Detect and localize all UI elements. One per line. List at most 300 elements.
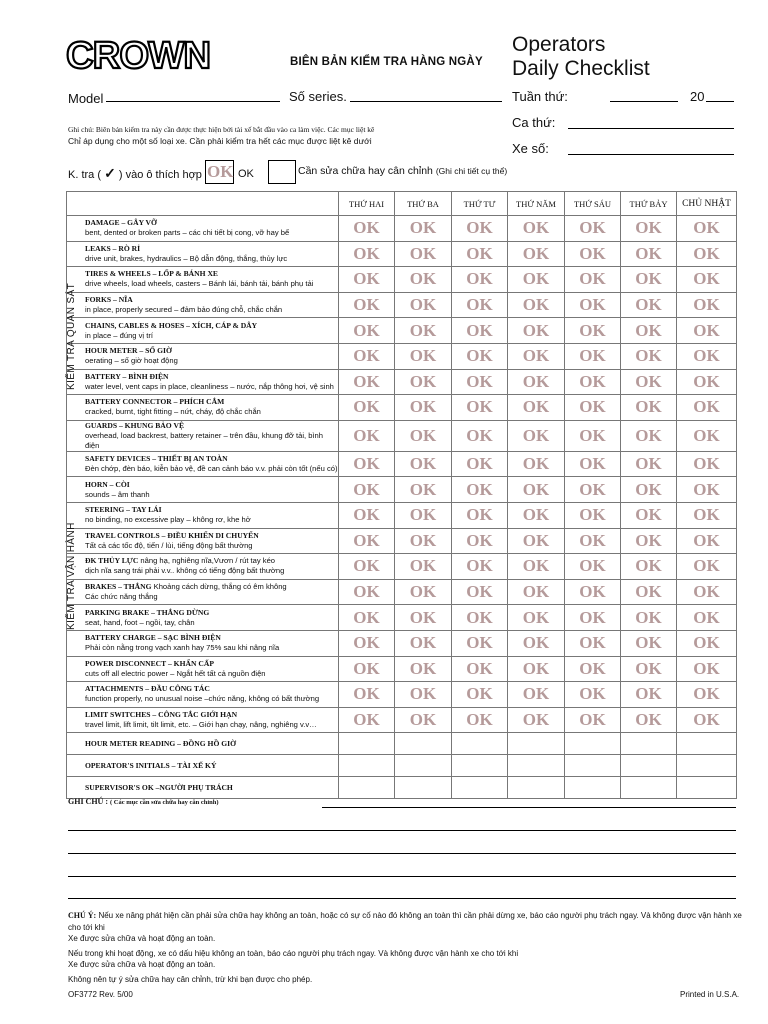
ok-checkbox-cell[interactable] — [621, 451, 677, 477]
ok-checkbox-cell[interactable] — [452, 369, 508, 395]
ok-checkbox-cell[interactable] — [395, 630, 452, 656]
ok-checkbox-cell[interactable] — [452, 656, 508, 682]
ok-checkbox-cell[interactable] — [621, 554, 677, 580]
ok-mark: OK — [466, 295, 493, 315]
ok-checkbox-cell[interactable] — [565, 554, 621, 580]
checklist-row — [67, 528, 737, 554]
item-cell — [67, 528, 339, 554]
model-field[interactable] — [106, 101, 280, 102]
ok-checkbox-cell[interactable] — [677, 554, 737, 580]
ok-checkbox-cell[interactable] — [339, 420, 395, 451]
ok-checkbox-cell[interactable] — [395, 502, 452, 528]
ok-checkbox-cell[interactable] — [452, 579, 508, 605]
signoff-input-cell[interactable] — [395, 733, 452, 755]
ok-checkbox-cell[interactable] — [621, 343, 677, 369]
year-field[interactable] — [706, 101, 734, 102]
ok-checkbox-cell[interactable] — [395, 420, 452, 451]
ok-checkbox-cell[interactable] — [508, 369, 565, 395]
remarks-line-4[interactable] — [68, 876, 736, 877]
ok-checkbox-cell[interactable] — [621, 420, 677, 451]
day-header: THỨ NĂM — [508, 192, 565, 216]
ok-checkbox-cell[interactable] — [677, 369, 737, 395]
vehicle-field[interactable] — [568, 154, 734, 155]
signoff-label: HOUR METER READING – ĐỒNG HỒ GIỜ — [85, 738, 237, 748]
en-title-line-1: Operators — [512, 33, 606, 56]
ok-mark: OK — [353, 295, 380, 315]
checklist-row — [67, 216, 737, 242]
ok-checkbox-cell[interactable] — [395, 554, 452, 580]
ok-mark: OK — [353, 633, 380, 653]
ok-checkbox-cell[interactable] — [395, 216, 452, 242]
item-subtitle: overhead, load backrest, battery retainer – trên đầu, khung đỡ tải, bình điện — [85, 430, 324, 450]
ok-checkbox-cell[interactable] — [508, 420, 565, 451]
caution-line-5: Không nên tự ý sửa chữa hay cân chỉnh, trừ khi bạn được cho phép. — [68, 974, 313, 984]
ok-checkbox-cell[interactable] — [508, 241, 565, 267]
remarks-line-3[interactable] — [68, 853, 736, 854]
checklist-row — [67, 343, 737, 369]
ok-mark: OK — [353, 269, 380, 289]
serial-label: Số series. — [289, 89, 347, 104]
ok-checkbox-cell[interactable] — [452, 241, 508, 267]
ok-mark: OK — [466, 218, 493, 238]
signoff-label: SUPERVISOR'S OK –NGƯỜI PHỤ TRÁCH — [85, 782, 233, 792]
ok-checkbox-cell[interactable] — [339, 395, 395, 421]
ok-checkbox-cell[interactable] — [621, 707, 677, 733]
item-title-text: SAFETY DEVICES – THIẾT BỊ AN TOÀN — [85, 454, 228, 464]
signoff-input-cell[interactable] — [339, 755, 395, 777]
ok-checkbox-cell[interactable] — [565, 605, 621, 631]
ok-checkbox-cell[interactable] — [395, 477, 452, 503]
ok-checkbox-cell[interactable] — [621, 477, 677, 503]
ok-checkbox-cell[interactable] — [452, 477, 508, 503]
ok-checkbox-cell[interactable] — [339, 707, 395, 733]
ok-mark: OK — [522, 709, 550, 729]
ok-mark: OK — [409, 295, 437, 315]
item-cell — [67, 682, 339, 708]
signoff-input-cell[interactable] — [508, 777, 565, 799]
ok-checkbox-cell[interactable] — [452, 605, 508, 631]
ok-checkbox-cell[interactable] — [508, 605, 565, 631]
ok-mark: OK — [466, 505, 493, 525]
ok-checkbox-cell[interactable] — [339, 502, 395, 528]
ok-mark: OK — [522, 658, 550, 678]
ok-mark: OK — [409, 425, 437, 445]
item-cell — [67, 656, 339, 682]
ok-mark: OK — [353, 320, 380, 340]
ok-checkbox-cell[interactable] — [677, 528, 737, 554]
item-title — [85, 244, 338, 254]
ok-checkbox-cell[interactable] — [565, 267, 621, 293]
caution-label: CHÚ Ý: — [68, 911, 97, 920]
signoff-input-cell[interactable] — [677, 755, 737, 777]
signoff-input-cell[interactable] — [621, 755, 677, 777]
ok-checkbox-cell[interactable] — [508, 502, 565, 528]
ok-checkbox-cell[interactable] — [621, 656, 677, 682]
ok-mark: OK — [693, 397, 720, 417]
signoff-input-cell[interactable] — [565, 777, 621, 799]
item-title-text: FORKS – NĨA — [85, 295, 133, 305]
ok-mark: OK — [409, 320, 437, 340]
ok-checkbox-cell[interactable] — [339, 682, 395, 708]
ok-checkbox-cell[interactable] — [395, 395, 452, 421]
ok-checkbox-cell[interactable] — [339, 656, 395, 682]
ok-mark: OK — [635, 371, 662, 391]
ok-checkbox-cell[interactable] — [508, 292, 565, 318]
model-label: Model — [68, 91, 104, 106]
ok-checkbox-cell[interactable] — [339, 528, 395, 554]
ok-mark: OK — [579, 218, 606, 238]
item-title — [85, 295, 338, 305]
ok-checkbox-cell[interactable] — [452, 318, 508, 344]
ok-mark: OK — [635, 658, 662, 678]
signoff-input-cell[interactable] — [339, 733, 395, 755]
ok-checkbox-cell[interactable] — [508, 395, 565, 421]
ok-checkbox-cell[interactable] — [395, 292, 452, 318]
signoff-label-cell — [67, 777, 339, 799]
ok-checkbox-cell[interactable] — [677, 605, 737, 631]
checklist-row — [67, 502, 737, 528]
ok-mark: OK — [466, 454, 493, 474]
remarks-title: GHI CHÚ : — [68, 797, 108, 806]
ok-checkbox-cell[interactable] — [339, 579, 395, 605]
ok-mark: OK — [693, 582, 720, 602]
ok-mark: OK — [522, 684, 550, 704]
ok-checkbox-cell[interactable] — [452, 451, 508, 477]
ok-mark: OK — [466, 425, 493, 445]
ok-checkbox-cell[interactable] — [452, 343, 508, 369]
item-title-text: LEAKS – RÒ RỈ — [85, 243, 141, 253]
ok-checkbox-cell[interactable] — [621, 579, 677, 605]
ok-mark: OK — [522, 633, 550, 653]
ok-checkbox-cell[interactable] — [395, 241, 452, 267]
ok-checkbox-cell[interactable] — [508, 707, 565, 733]
ok-mark: OK — [693, 479, 720, 499]
ok-checkbox-cell[interactable] — [508, 579, 565, 605]
ok-mark: OK — [579, 320, 606, 340]
ok-checkbox-cell[interactable] — [339, 630, 395, 656]
ok-mark: OK — [522, 607, 550, 627]
ok-mark: OK — [353, 479, 380, 499]
ok-checkbox-cell[interactable] — [677, 707, 737, 733]
signoff-label-cell — [67, 755, 339, 777]
ok-checkbox-cell[interactable] — [565, 707, 621, 733]
remarks-label — [68, 797, 219, 806]
side-label-visual: KIỂM TRA QUAN SÁT — [66, 282, 77, 390]
ok-checkbox-cell[interactable] — [621, 682, 677, 708]
ok-mark: OK — [409, 243, 437, 263]
ok-checkbox-cell[interactable] — [395, 682, 452, 708]
ok-mark: OK — [693, 556, 720, 576]
ok-checkbox-cell[interactable] — [452, 707, 508, 733]
ok-checkbox-cell[interactable] — [677, 630, 737, 656]
ok-checkbox-cell[interactable] — [621, 369, 677, 395]
signoff-input-cell[interactable] — [677, 777, 737, 799]
ok-checkbox-cell[interactable] — [339, 554, 395, 580]
ok-mark: OK — [693, 454, 720, 474]
ok-checkbox-cell[interactable] — [339, 267, 395, 293]
signoff-input-cell[interactable] — [452, 777, 508, 799]
ok-checkbox-cell[interactable] — [508, 682, 565, 708]
ok-checkbox-cell[interactable] — [565, 451, 621, 477]
shift-label: Ca thứ: — [512, 115, 556, 130]
ok-mark: OK — [409, 684, 437, 704]
checklist-row — [67, 395, 737, 421]
ok-checkbox-cell[interactable] — [452, 502, 508, 528]
ok-checkbox-cell[interactable] — [677, 395, 737, 421]
ok-checkbox-cell[interactable] — [677, 579, 737, 605]
signoff-input-cell[interactable] — [508, 733, 565, 755]
ok-checkbox-cell[interactable] — [339, 216, 395, 242]
ok-mark: OK — [693, 633, 720, 653]
item-title — [85, 269, 338, 279]
ok-mark: OK — [466, 684, 493, 704]
ok-checkbox-cell[interactable] — [677, 451, 737, 477]
ok-mark: OK — [409, 454, 437, 474]
ok-mark: OK — [635, 530, 662, 550]
repair-legend-label: Cần sửa chữa hay cân chỉnh — [298, 165, 433, 177]
ok-mark: OK — [466, 479, 493, 499]
check-legend-prefix: K. tra ( — [68, 169, 102, 181]
ok-checkbox-cell[interactable] — [452, 420, 508, 451]
item-cell — [67, 707, 339, 733]
ok-checkbox-cell[interactable] — [452, 630, 508, 656]
shift-field[interactable] — [568, 128, 734, 129]
ok-checkbox-cell[interactable] — [339, 318, 395, 344]
ok-mark: OK — [635, 479, 662, 499]
remarks-line-2[interactable] — [68, 830, 736, 831]
item-subtitle: function properly, no unusual noise –chức năng, không có bất thường — [85, 694, 320, 704]
ok-checkbox-cell[interactable] — [677, 343, 737, 369]
ok-mark: OK — [353, 530, 380, 550]
signoff-input-cell[interactable] — [565, 755, 621, 777]
ok-checkbox-cell[interactable] — [677, 318, 737, 344]
item-cell — [67, 292, 339, 318]
ok-checkbox-cell[interactable] — [565, 343, 621, 369]
ok-mark: OK — [635, 243, 662, 263]
ok-checkbox-cell[interactable] — [565, 420, 621, 451]
ok-checkbox-cell[interactable] — [621, 292, 677, 318]
day-header: THỨ HAI — [339, 192, 395, 216]
ok-checkbox-cell[interactable] — [677, 682, 737, 708]
week-field[interactable] — [610, 101, 678, 102]
ok-checkbox-cell[interactable] — [621, 502, 677, 528]
ok-checkbox-cell[interactable] — [452, 216, 508, 242]
ok-checkbox-cell[interactable] — [395, 707, 452, 733]
ok-checkbox-cell[interactable] — [339, 241, 395, 267]
ok-checkbox-cell[interactable] — [395, 528, 452, 554]
signoff-input-cell[interactable] — [339, 777, 395, 799]
ok-mark: OK — [693, 658, 720, 678]
signoff-input-cell[interactable] — [565, 733, 621, 755]
ok-checkbox-cell[interactable] — [565, 630, 621, 656]
ok-checkbox-cell[interactable] — [395, 656, 452, 682]
item-title — [85, 346, 338, 356]
ok-checkbox-cell[interactable] — [677, 292, 737, 318]
ok-checkbox-cell[interactable] — [677, 241, 737, 267]
ok-checkbox-cell[interactable] — [621, 267, 677, 293]
item-title-text: TIRES & WHEELS – LỐP & BÁNH XE — [85, 269, 218, 279]
ok-checkbox-cell[interactable] — [339, 477, 395, 503]
ok-checkbox-cell[interactable] — [621, 630, 677, 656]
ok-checkbox-cell[interactable] — [565, 318, 621, 344]
ok-mark: OK — [693, 684, 720, 704]
ok-mark: OK — [466, 320, 493, 340]
item-subtitle: Các chức năng thắng — [85, 592, 158, 602]
vehicle-label: Xe số: — [512, 141, 549, 156]
remarks-line-5[interactable] — [68, 898, 736, 899]
ok-checkbox-cell[interactable] — [677, 267, 737, 293]
ok-checkbox-cell[interactable] — [508, 630, 565, 656]
item-title-text: ĐK THỦY LỰC — [85, 556, 139, 566]
caution-line-4: Xe được sửa chữa và hoạt động an toàn. — [68, 960, 216, 969]
item-title-tail: Khoảng cách dừng, thắng có êm không — [151, 582, 287, 592]
item-cell — [67, 420, 339, 451]
ok-checkbox-cell[interactable] — [565, 656, 621, 682]
ok-mark: OK — [522, 425, 550, 445]
ok-checkbox-cell[interactable] — [565, 216, 621, 242]
signoff-input-cell[interactable] — [621, 777, 677, 799]
ok-checkbox-cell[interactable] — [508, 216, 565, 242]
ok-checkbox-cell[interactable] — [395, 451, 452, 477]
ok-checkbox-cell[interactable] — [395, 605, 452, 631]
ok-checkbox-cell[interactable] — [565, 395, 621, 421]
item-cell — [67, 605, 339, 631]
ok-checkbox-cell[interactable] — [677, 656, 737, 682]
ok-mark: OK — [409, 397, 437, 417]
signoff-input-cell[interactable] — [452, 755, 508, 777]
checklist-row — [67, 630, 737, 656]
item-title-text: DAMAGE – GÂY VỠ — [85, 218, 157, 228]
ok-mark: OK — [635, 709, 662, 729]
ok-mark: OK — [353, 607, 380, 627]
ok-checkbox-cell[interactable] — [565, 369, 621, 395]
ok-mark: OK — [635, 607, 662, 627]
ok-checkbox-cell[interactable] — [508, 451, 565, 477]
ok-checkbox-cell[interactable] — [339, 343, 395, 369]
ok-mark: OK — [409, 607, 437, 627]
ok-checkbox-cell[interactable] — [508, 554, 565, 580]
ok-mark: OK — [409, 346, 437, 366]
signoff-input-cell[interactable] — [508, 755, 565, 777]
en-title-line-2: Daily Checklist — [512, 57, 650, 80]
ok-checkbox-cell[interactable] — [339, 451, 395, 477]
signoff-input-cell[interactable] — [621, 733, 677, 755]
ok-checkbox-cell[interactable] — [452, 554, 508, 580]
ok-checkbox-cell[interactable] — [621, 605, 677, 631]
item-title — [85, 710, 338, 720]
ok-mark: OK — [353, 346, 380, 366]
item-subtitle: bent, dented or broken parts – các chi tiết bị cong, vỡ hay bể — [85, 228, 290, 238]
ok-checkbox-cell[interactable] — [395, 318, 452, 344]
item-cell — [67, 241, 339, 267]
ok-checkbox-cell[interactable] — [395, 579, 452, 605]
ok-checkbox-cell[interactable] — [508, 656, 565, 682]
item-title — [85, 531, 338, 541]
ok-checkbox-cell[interactable] — [508, 528, 565, 554]
ok-mark: OK — [466, 530, 493, 550]
ok-checkbox-cell[interactable] — [621, 528, 677, 554]
ok-checkbox-cell[interactable] — [395, 343, 452, 369]
check-legend — [68, 165, 202, 182]
ok-checkbox-cell[interactable] — [508, 343, 565, 369]
item-subtitle: in place, properly secured – đảm bảo đúng chỗ, chắc chắn — [85, 305, 283, 315]
signoff-input-cell[interactable] — [452, 733, 508, 755]
ok-checkbox-cell[interactable] — [621, 241, 677, 267]
ok-mark: OK — [353, 684, 380, 704]
item-title — [85, 321, 338, 331]
ok-checkbox-cell[interactable] — [452, 395, 508, 421]
item-subtitle: dịch nĩa sang trái phải v.v.. không có tiếng động bất thường — [85, 566, 285, 576]
item-title — [85, 454, 338, 464]
ok-checkbox-cell[interactable] — [621, 395, 677, 421]
repair-legend — [298, 165, 507, 177]
ok-legend-big: OK — [207, 162, 234, 181]
ok-checkbox-cell[interactable] — [565, 292, 621, 318]
ok-checkbox-cell[interactable] — [565, 682, 621, 708]
item-title-text: GUARDS – KHUNG BẢO VỆ — [85, 420, 185, 430]
ok-checkbox-cell[interactable] — [508, 318, 565, 344]
ok-checkbox-cell[interactable] — [565, 477, 621, 503]
ok-checkbox-cell[interactable] — [677, 216, 737, 242]
ok-checkbox-cell[interactable] — [621, 318, 677, 344]
ok-checkbox-cell[interactable] — [677, 477, 737, 503]
ok-mark: OK — [353, 243, 380, 263]
ok-checkbox-cell[interactable] — [565, 502, 621, 528]
ok-checkbox-cell[interactable] — [339, 605, 395, 631]
ok-mark: OK — [579, 346, 606, 366]
ok-mark: OK — [466, 582, 493, 602]
ok-checkbox-cell[interactable] — [452, 682, 508, 708]
caution-block — [68, 910, 748, 985]
ok-mark: OK — [466, 658, 493, 678]
serial-field[interactable] — [350, 101, 502, 102]
ok-checkbox-cell[interactable] — [565, 528, 621, 554]
item-title — [85, 218, 338, 228]
item-title — [85, 684, 338, 694]
remarks-line-1[interactable] — [322, 807, 736, 808]
ok-mark: OK — [466, 243, 493, 263]
ok-mark: OK — [579, 709, 606, 729]
ok-mark: OK — [579, 530, 606, 550]
day-header: THỨ TƯ — [452, 192, 508, 216]
ok-mark: OK — [353, 397, 380, 417]
ok-checkbox-cell[interactable] — [452, 528, 508, 554]
ok-mark: OK — [466, 633, 493, 653]
ok-checkbox-cell[interactable] — [339, 292, 395, 318]
ok-mark: OK — [522, 295, 550, 315]
signoff-input-cell[interactable] — [395, 755, 452, 777]
ok-checkbox-cell[interactable] — [677, 420, 737, 451]
ok-checkbox-cell[interactable] — [508, 477, 565, 503]
ok-mark: OK — [409, 269, 437, 289]
ok-checkbox-cell[interactable] — [621, 216, 677, 242]
ok-checkbox-cell[interactable] — [395, 267, 452, 293]
checklist-row — [67, 292, 737, 318]
ok-checkbox-cell[interactable] — [565, 241, 621, 267]
signoff-input-cell[interactable] — [677, 733, 737, 755]
ok-checkbox-cell[interactable] — [677, 502, 737, 528]
item-subtitle: cracked, burnt, tight fitting – nứt, cháy, độ chắc chắn — [85, 407, 261, 417]
ok-checkbox-cell[interactable] — [565, 579, 621, 605]
ok-checkbox-cell[interactable] — [395, 369, 452, 395]
ok-mark: OK — [409, 218, 437, 238]
ok-checkbox-cell[interactable] — [452, 292, 508, 318]
ok-checkbox-cell[interactable] — [339, 369, 395, 395]
ok-checkbox-cell[interactable] — [452, 267, 508, 293]
ok-mark: OK — [466, 269, 493, 289]
signoff-input-cell[interactable] — [395, 777, 452, 799]
ok-checkbox-cell[interactable] — [508, 267, 565, 293]
